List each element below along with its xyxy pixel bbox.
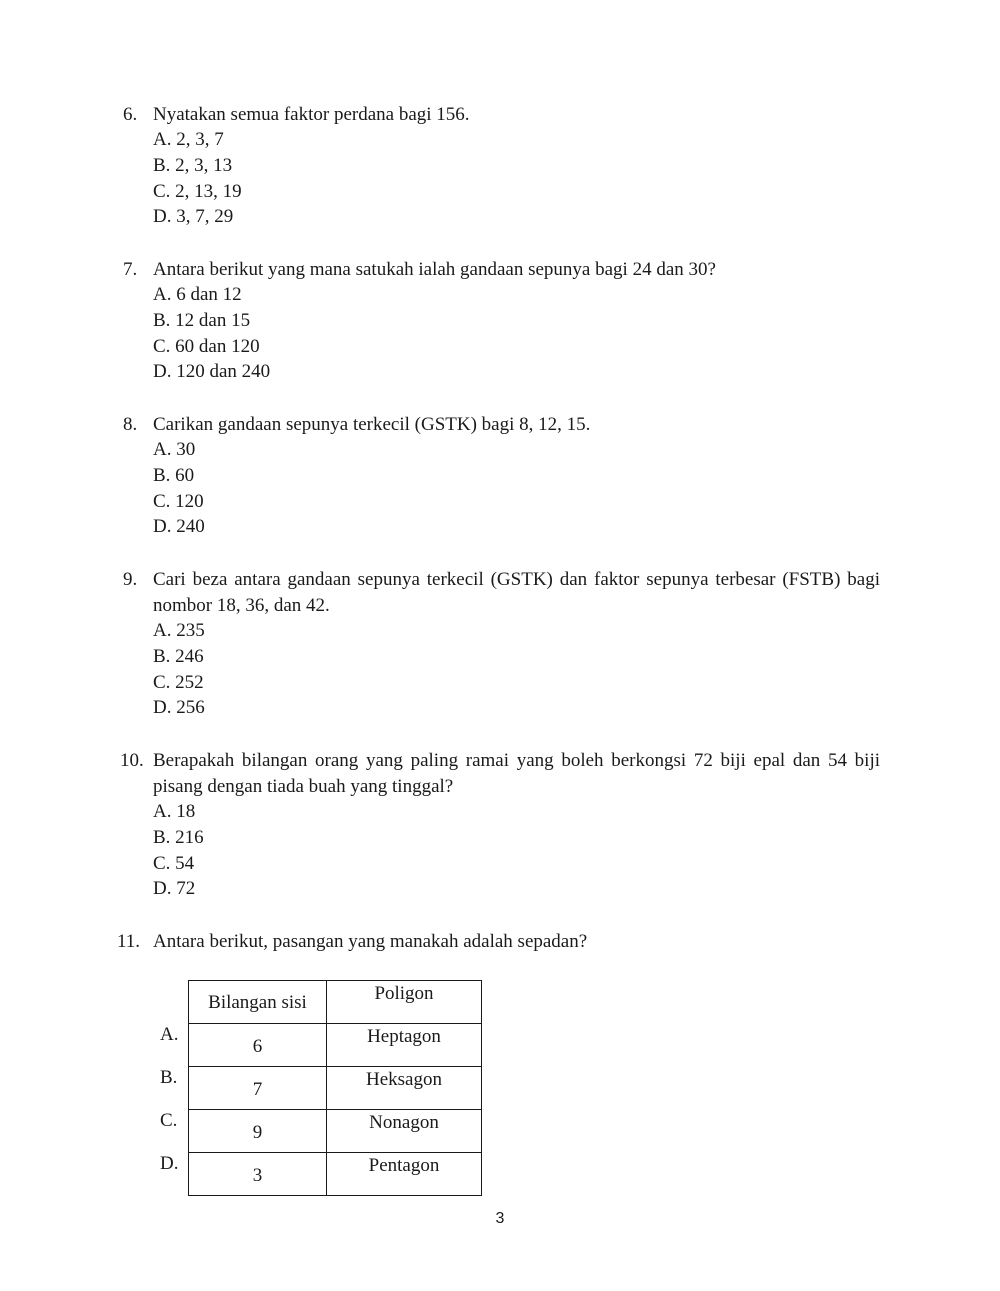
option-b: B. 216 (153, 826, 204, 848)
question-number: 10. (120, 750, 144, 771)
cell-sides: 3 (189, 1153, 327, 1196)
option-list (153, 618, 205, 721)
option-c: C. 2, 13, 19 (153, 180, 242, 202)
table-row (189, 1110, 482, 1153)
header-polygon: Poligon (327, 981, 482, 1024)
question-text: Cari beza antara gandaan sepunya terkecil (GSTK) dan faktor sepunya terbesar (FSTB) bagi nombor 18, 36, dan 42. (153, 569, 880, 616)
option-a: A. 18 (153, 801, 196, 822)
option-list (153, 437, 205, 540)
option-c: C. 120 (153, 490, 204, 512)
option-b: B. 246 (153, 645, 204, 667)
polygon-table (188, 980, 482, 1196)
option-d: D. 240 (153, 516, 205, 538)
cell-sides: 7 (189, 1067, 327, 1110)
option-d: D. 72 (153, 878, 196, 900)
cell-polygon: Heptagon (327, 1024, 482, 1067)
row-label-a: A. (160, 1024, 179, 1045)
option-c: C. 54 (153, 852, 195, 874)
option-a: A. 6 dan 12 (153, 284, 242, 305)
option-d: D. 256 (153, 697, 205, 719)
option-a: A. 2, 3, 7 (153, 129, 224, 150)
option-c: C. 60 dan 120 (153, 335, 260, 357)
question-number: 7. (123, 259, 138, 280)
cell-polygon: Pentagon (327, 1153, 482, 1196)
option-d: D. 120 dan 240 (153, 361, 271, 383)
option-b: B. 2, 3, 13 (153, 154, 233, 176)
question-number: 9. (123, 569, 138, 590)
question-number: 11. (117, 931, 141, 952)
question-number: 8. (123, 414, 138, 435)
question-number: 6. (123, 104, 138, 125)
question-text: Berapakah bilangan orang yang paling ramai yang boleh berkongsi 72 biji epal dan 54 biji pisang dengan tiada buah yang tinggal? (153, 750, 880, 797)
question-text: Nyatakan semua faktor perdana bagi 156. (153, 104, 470, 125)
table-header-row (189, 981, 482, 1024)
table-row (189, 1024, 482, 1067)
header-sides: Bilangan sisi (189, 981, 327, 1024)
table-row (189, 1067, 482, 1110)
cell-sides: 6 (189, 1024, 327, 1067)
row-label-b: B. (160, 1067, 178, 1088)
table-row (189, 1153, 482, 1196)
question-text: Antara berikut yang mana satukah ialah gandaan sepunya bagi 24 dan 30? (153, 259, 716, 280)
question-text: Carikan gandaan sepunya terkecil (GSTK) bagi 8, 12, 15. (153, 414, 591, 435)
cell-polygon: Nonagon (327, 1110, 482, 1153)
option-list (153, 127, 242, 230)
option-c: C. 252 (153, 671, 204, 693)
row-label-d: D. (160, 1153, 179, 1174)
option-a: A. 235 (153, 620, 205, 641)
cell-sides: 9 (189, 1110, 327, 1153)
option-b: B. 12 dan 15 (153, 309, 251, 331)
option-list (153, 799, 204, 902)
option-a: A. 30 (153, 439, 196, 460)
question-text: Antara berikut, pasangan yang manakah adalah sepadan? (153, 931, 588, 952)
option-d: D. 3, 7, 29 (153, 206, 234, 228)
page-number: 3 (495, 1210, 505, 1227)
option-list (153, 282, 270, 385)
row-label-c: C. (160, 1110, 178, 1131)
option-b: B. 60 (153, 464, 195, 486)
cell-polygon: Heksagon (327, 1067, 482, 1110)
